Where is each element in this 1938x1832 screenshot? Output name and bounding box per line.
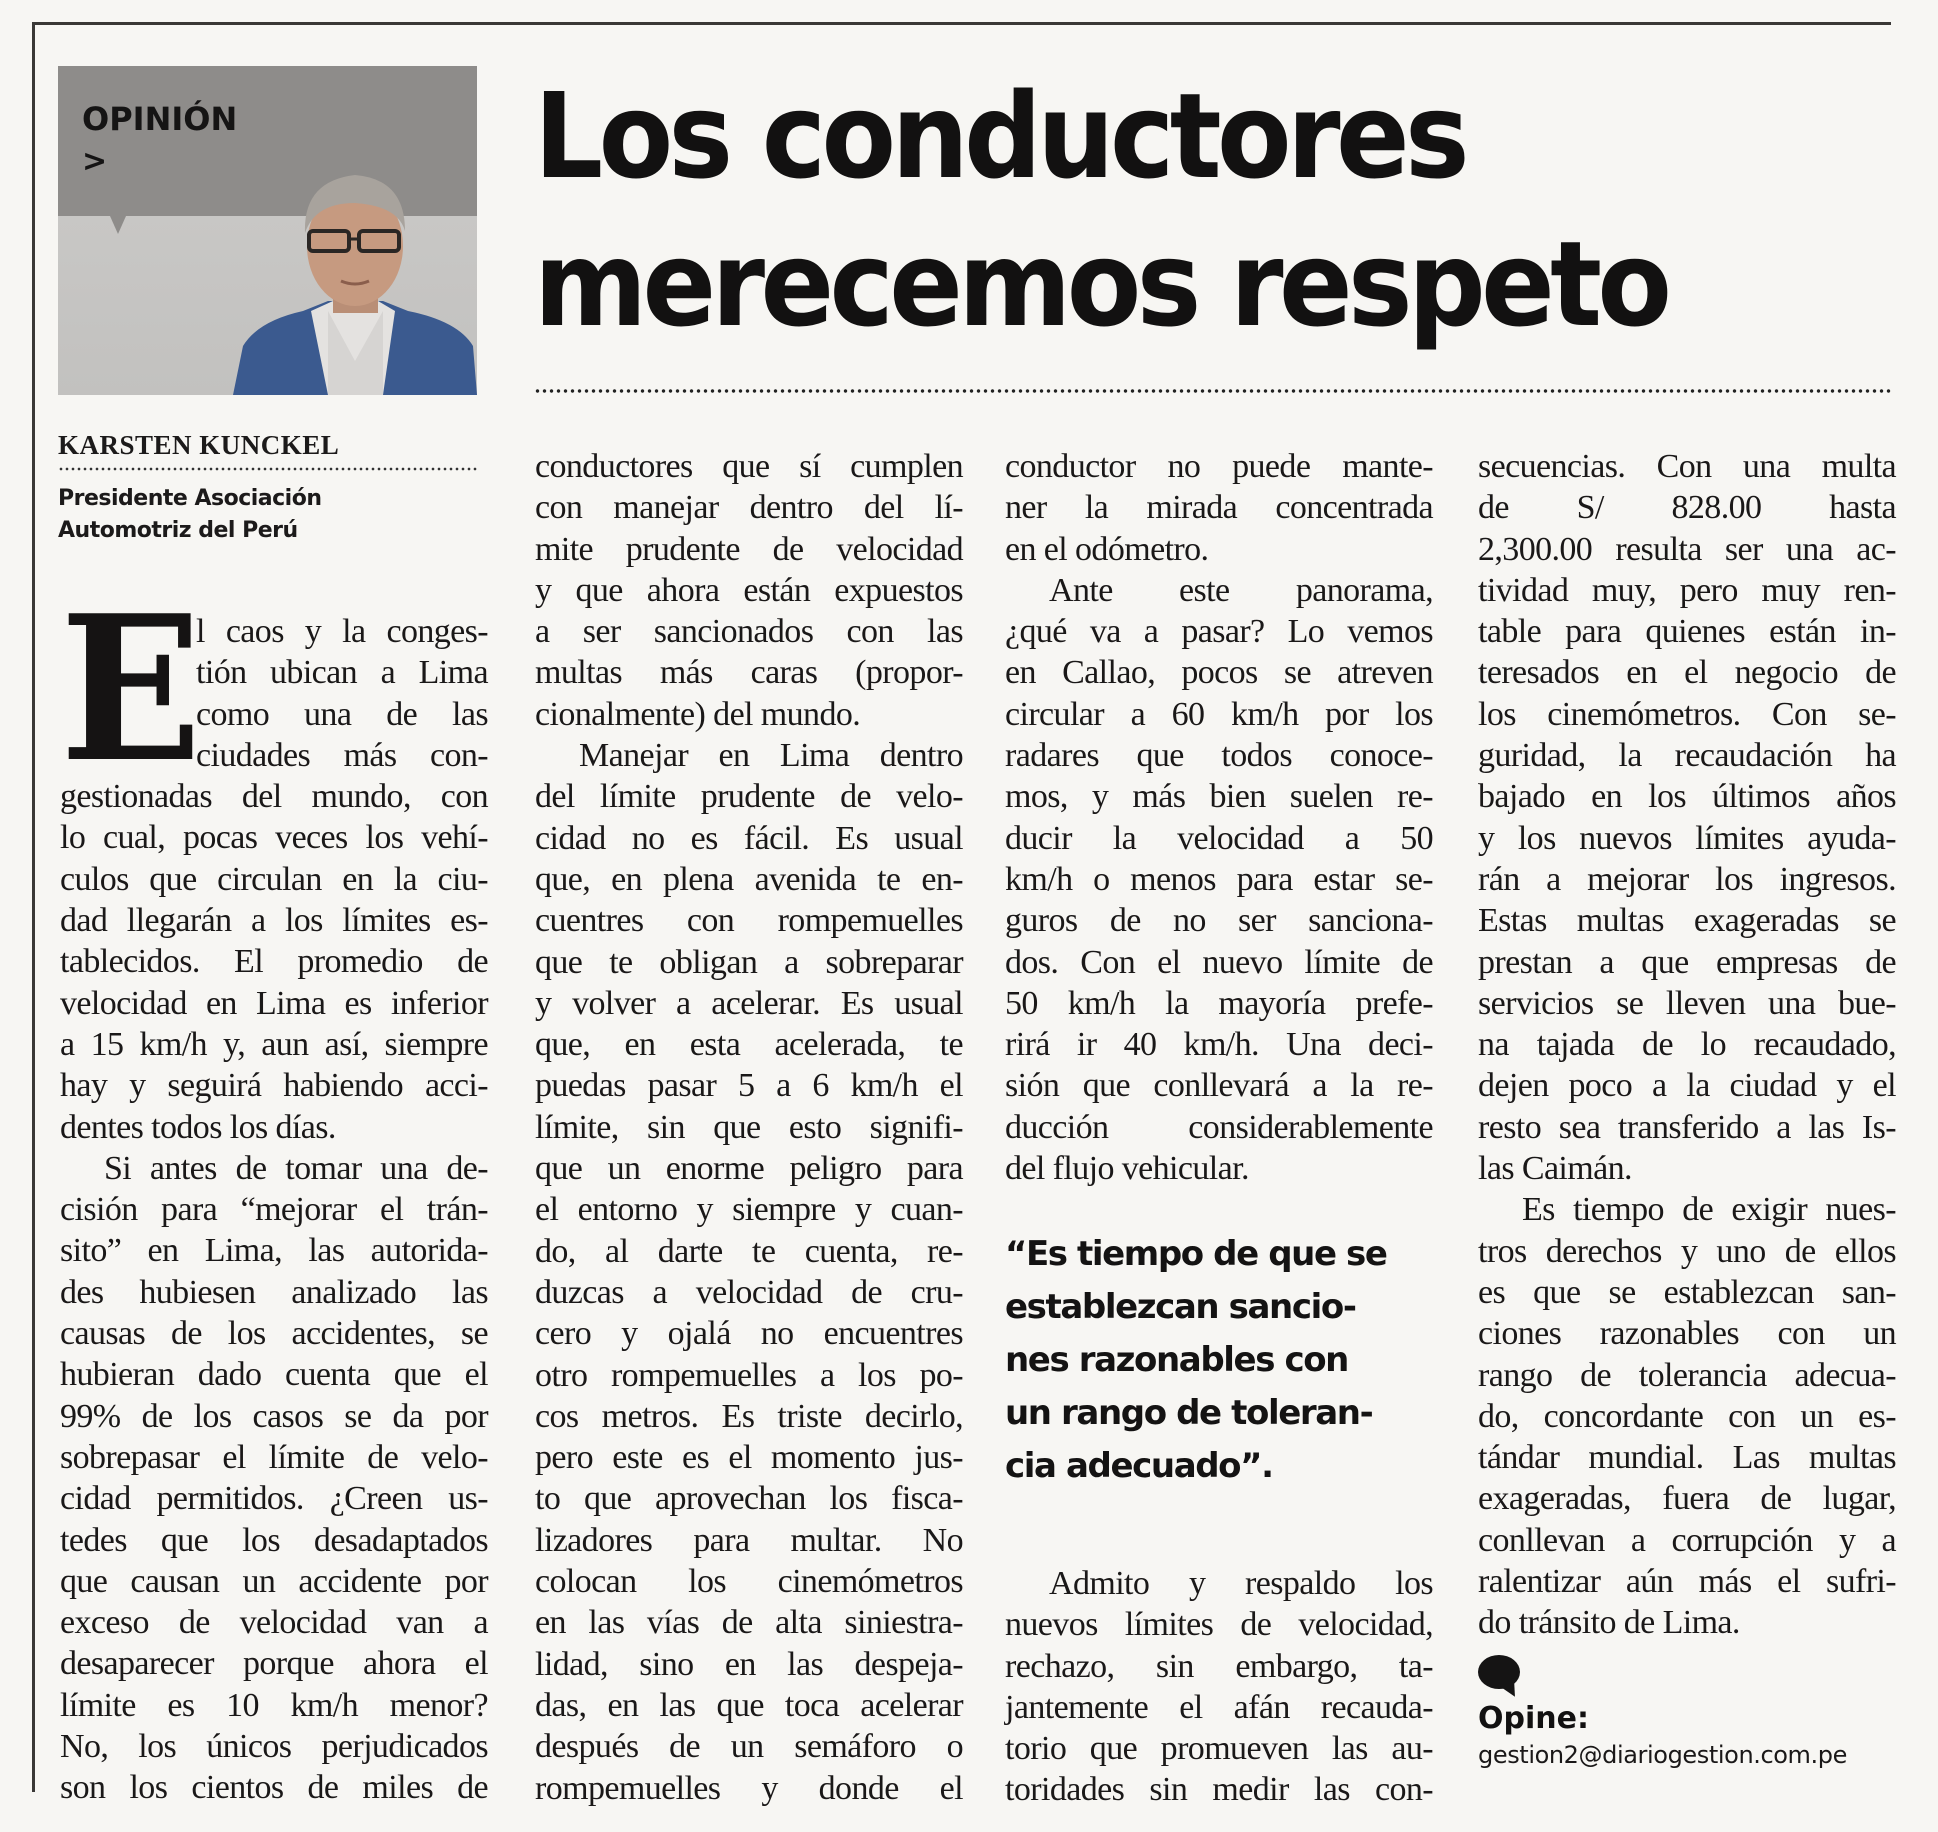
text-line: conductor no puede mante- [1005, 448, 1433, 485]
text-line: dentes todos los días. [60, 1108, 336, 1146]
text-line: de S/ 828.00 hasta [1478, 489, 1896, 527]
text-line: hubieran dado cuenta que el [60, 1356, 488, 1394]
text-line: puedas pasar 5 a 6 km/h el [535, 1067, 963, 1105]
text-line: nuevos límites de velocidad, [1005, 1606, 1433, 1644]
text-line: ner la mirada concentrada [1005, 489, 1433, 527]
text-line: guros de no ser sanciona- [1005, 902, 1433, 940]
text-line: mos, y más bien suelen re- [1005, 778, 1433, 816]
text-line: l caos y la conges- [196, 613, 488, 650]
text-line: límite, sin que esto signifi- [535, 1108, 963, 1146]
text-line: que, en esta acelerada, te [535, 1026, 963, 1064]
section-label: OPINIÓN [82, 100, 238, 138]
text-line: table para quienes están in- [1478, 613, 1896, 651]
text-line: Si antes de tomar una de- [104, 1149, 488, 1187]
text-line: prestan a que empresas de [1478, 943, 1896, 981]
text-line: que causan un accidente por [60, 1562, 488, 1600]
text-line: Admito y respaldo los [1049, 1565, 1433, 1602]
text-line: cionalmente) del mundo. [535, 695, 861, 733]
column-lines [1005, 1563, 1433, 1811]
text-line: Es tiempo de exigir nues- [1522, 1191, 1896, 1229]
text-line: son los cientos de miles de [60, 1769, 488, 1807]
pull-quote-line: un rango de toleran- [1005, 1393, 1373, 1433]
text-line: conllevan a corrupción y a [1478, 1521, 1896, 1559]
text-line: sito” en Lima, las autorida- [60, 1232, 488, 1270]
text-line: es que se establezcan san- [1478, 1273, 1896, 1311]
text-line: cisión para “mejorar el trán- [60, 1191, 488, 1229]
text-line: que un enorme peligro para [535, 1150, 963, 1188]
headline-dotted-rule [534, 388, 1891, 394]
text-line: las Caimán. [1478, 1150, 1632, 1188]
byline [58, 430, 478, 547]
text-line: tividad muy, pero muy ren- [1478, 571, 1896, 609]
text-line: cuentres con rompemuelles [535, 902, 963, 940]
text-line: do, concordante con un es- [1478, 1397, 1896, 1435]
text-line: causas de los accidentes, se [60, 1315, 488, 1353]
pull-quote-line: cia adecuado”. [1005, 1446, 1273, 1486]
text-line: Estas multas exageradas se [1478, 902, 1896, 940]
article-column-3-continued [1005, 1563, 1433, 1811]
author-role-line-2: Automotriz del Perú [58, 518, 298, 543]
text-line: jantemente el afán recauda- [1005, 1688, 1433, 1726]
text-line: ralentizar aún más el sufri- [1478, 1563, 1896, 1601]
text-line: 50 km/h la mayoría prefe- [1005, 984, 1433, 1022]
speech-bubble-icon [1478, 1655, 1522, 1695]
pull-quote-line: “Es tiempo de que se [1005, 1234, 1387, 1274]
text-line: resto sea transferido a las Is- [1478, 1108, 1896, 1146]
text-line: que te obligan a sobreparar [535, 943, 963, 981]
text-line: ciudades más con- [196, 736, 488, 774]
page-left-rule [32, 22, 35, 1792]
photo-notch [110, 216, 126, 234]
text-line: tedes que los desadaptados [60, 1521, 488, 1559]
text-line: radares que todos conoce- [1005, 737, 1433, 775]
text-line: que, en plena avenida te en- [535, 860, 963, 898]
text-line: exceso de velocidad van a [60, 1604, 488, 1642]
text-line: culos que circulan en la ciu- [60, 860, 488, 898]
text-line: cos metros. Es triste decirlo, [535, 1397, 963, 1435]
text-line: bajado en los últimos años [1478, 778, 1896, 816]
text-line: dejen poco a la ciudad y el [1478, 1067, 1896, 1105]
text-line: torio que promueven las au- [1005, 1730, 1433, 1768]
text-line: tablecidos. El promedio de [60, 943, 488, 981]
text-line: circular a 60 km/h por los [1005, 695, 1433, 733]
column-lines [535, 446, 963, 1809]
text-line: na tajada de lo recaudado, [1478, 1026, 1896, 1064]
dropcap-letter: E [60, 572, 202, 807]
text-line: rango de tolerancia adecua- [1478, 1356, 1896, 1394]
text-line: tándar mundial. Las multas [1478, 1439, 1896, 1477]
text-line: cidad permitidos. ¿Creen us- [60, 1480, 488, 1518]
text-line: con manejar dentro del lí- [535, 489, 963, 527]
headline-line-2: merecemos respeto [534, 215, 1668, 353]
text-line: mite prudente de velocidad [535, 530, 963, 568]
headline [534, 62, 1776, 358]
text-line: 99% de los casos se da por [60, 1397, 488, 1435]
page-top-rule [33, 22, 1891, 25]
pull-quote-line: nes razonables con [1005, 1340, 1348, 1380]
text-line: pero este es el momento jus- [535, 1439, 963, 1477]
text-line: 2,300.00 resulta ser una ac- [1478, 530, 1896, 568]
text-line: guridad, la recaudación ha [1478, 737, 1896, 775]
text-line: km/h o menos para estar se- [1005, 860, 1433, 898]
text-line: rán a mejorar los ingresos. [1478, 860, 1896, 898]
text-line: Manejar en Lima dentro [579, 737, 963, 775]
author-photo [58, 66, 477, 395]
author-role-line-1: Presidente Asociación [58, 486, 322, 511]
text-line: rirá ir 40 km/h. Una deci- [1005, 1026, 1433, 1064]
text-line: lo cual, pocas veces los vehí- [60, 819, 488, 857]
author-dotted-rule [58, 467, 478, 471]
article-column-4 [1478, 446, 1896, 1644]
author-name: KARSTEN KUNCKEL [58, 430, 340, 460]
text-line: do, al darte te cuenta, re- [535, 1232, 963, 1270]
text-line: dad llegarán a los límites es- [60, 902, 488, 940]
text-line: a 15 km/h y, aun así, siempre [60, 1025, 488, 1063]
text-line: del límite prudente de velo- [535, 778, 963, 816]
article-column-2 [535, 446, 963, 1809]
author-portrait [233, 161, 477, 395]
column-lines [1478, 446, 1896, 1644]
headline-line-1: Los conductores [534, 67, 1465, 205]
text-line: y los nuevos límites ayuda- [1478, 819, 1896, 857]
text-line: en el odómetro. [1005, 530, 1209, 568]
opine-email-link[interactable]: gestion2@diariogestion.com.pe [1478, 1741, 1847, 1769]
pull-quote [1005, 1228, 1435, 1493]
text-line: teresados en el negocio de [1478, 654, 1896, 692]
text-line: cero y ojalá no encuentres [535, 1315, 963, 1353]
text-line: tión ubican a Lima [196, 654, 488, 692]
text-line: y volver a acelerar. Es usual [535, 984, 963, 1022]
text-line: secuencias. Con una multa [1478, 448, 1896, 485]
text-line: los cinemómetros. Con se- [1478, 695, 1896, 733]
column-lines [60, 776, 488, 1808]
text-line: a ser sancionados con las [535, 613, 963, 651]
text-line: duzcas a velocidad de cru- [535, 1273, 963, 1311]
text-line: después de un semáforo o [535, 1728, 963, 1766]
text-line: límite es 10 km/h menor? [60, 1686, 488, 1724]
text-line: colocan los cinemómetros [535, 1563, 963, 1601]
text-line: gestionadas del mundo, con [60, 778, 488, 816]
text-line: ducir la velocidad a 50 [1005, 819, 1433, 857]
text-line: to que aprovechan los fisca- [535, 1480, 963, 1518]
text-line: multas más caras (propor- [535, 654, 963, 692]
text-line: velocidad en Lima es inferior [60, 984, 488, 1022]
text-line: desaparecer porque ahora el [60, 1645, 488, 1683]
opine-label: Opine: [1478, 1701, 1589, 1736]
text-line: dos. Con el nuevo límite de [1005, 943, 1433, 981]
text-line: como una de las [196, 695, 488, 733]
text-line: des hubiesen analizado las [60, 1273, 488, 1311]
text-line: hay y seguirá habiendo acci- [60, 1067, 488, 1105]
author-role [58, 483, 478, 547]
text-line: ¿qué va a pasar? Lo vemos [1005, 613, 1433, 651]
text-line: rompemuelles y donde el [535, 1769, 963, 1807]
text-line: ducción considerablemente [1005, 1108, 1433, 1146]
text-line: otro rompemuelles a los po- [535, 1356, 963, 1394]
text-line: exageradas, fuera de lugar, [1478, 1480, 1896, 1518]
section-arrow-icon: > [82, 144, 108, 179]
text-line: servicios se lleven una bue- [1478, 984, 1896, 1022]
text-line: lizadores para multar. No [535, 1521, 963, 1559]
text-line: en Callao, pocos se atreven [1005, 654, 1433, 692]
article-column-1 [60, 572, 488, 1809]
opine-box [1478, 1655, 1847, 1769]
text-line: sobrepasar el límite de velo- [60, 1438, 488, 1476]
column-lines [1005, 446, 1433, 1189]
text-line: rechazo, sin embargo, ta- [1005, 1647, 1433, 1685]
text-line: Ante este panorama, [1049, 571, 1433, 609]
text-line: cidad no es fácil. Es usual [535, 819, 963, 857]
text-line: lidad, sino en las despeja- [535, 1645, 963, 1683]
text-line: toridades sin medir las con- [1005, 1771, 1433, 1809]
pull-quote-line: establezcan sancio- [1005, 1287, 1356, 1327]
article-column-3 [1005, 446, 1433, 1189]
text-line: sión que conllevará a la re- [1005, 1067, 1433, 1105]
text-line: el entorno y siempre y cuan- [535, 1191, 963, 1229]
text-line: tros derechos y uno de ellos [1478, 1232, 1896, 1270]
text-line: das, en las que toca acelerar [535, 1686, 963, 1724]
text-line: ciones razonables con un [1478, 1315, 1896, 1353]
text-line: en las vías de alta siniestra- [535, 1604, 963, 1642]
text-line: No, los únicos perjudicados [60, 1728, 488, 1766]
text-line: y que ahora están expuestos [535, 571, 963, 609]
text-line: conductores que sí cumplen [535, 448, 963, 485]
text-line: do tránsito de Lima. [1478, 1604, 1740, 1642]
text-line: del flujo vehicular. [1005, 1150, 1249, 1188]
